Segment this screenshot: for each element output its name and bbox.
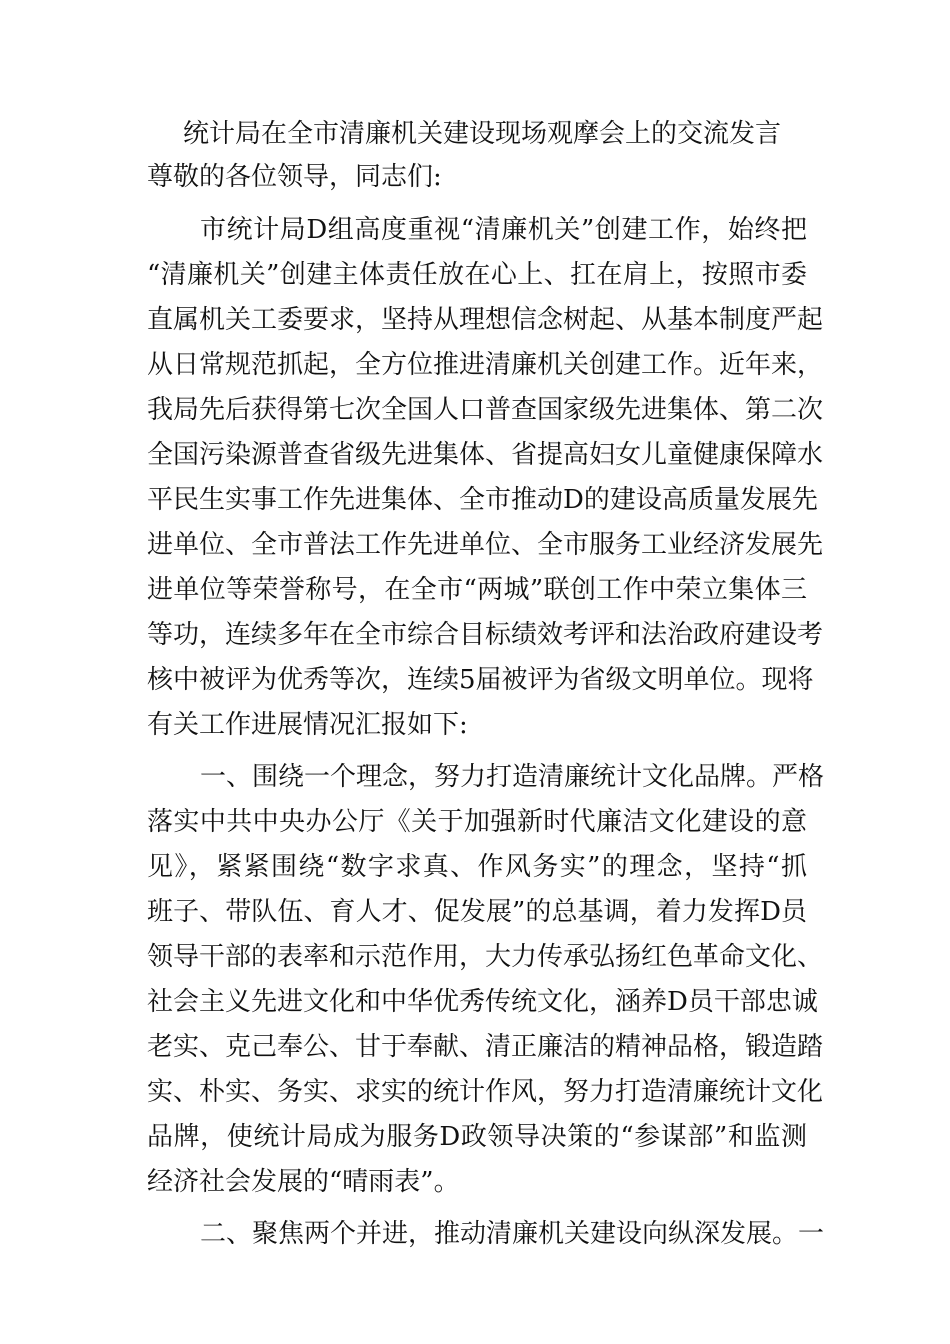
paragraph-1-line-11: 核中被评为优秀等次，连续5届被评为省级文明单位。现将: [147, 665, 814, 695]
paragraph-2-line-8: 实、朴实、务实、求实的统计作风，努力打造清廉统计文化: [147, 1077, 824, 1107]
salutation: 尊敬的各位领导，同志们:: [147, 162, 442, 192]
paragraph-1-line-4: 从日常规范抓起，全方位推进清廉机关创建工作。近年来，: [147, 350, 824, 380]
document-title: 统计局在全市清廉机关建设现场观摩会上的交流发言: [183, 119, 782, 149]
paragraph-1-line-6: 全国污染源普查省级先进集体、省提高妇女儿童健康保障水: [147, 440, 824, 470]
paragraph-1-line-3: 直属机关工委要求，坚持从理想信念树起、从基本制度严起: [147, 305, 824, 335]
paragraph-1-line-5: 我局先后获得第七次全国人口普查国家级先进集体、第二次: [147, 395, 824, 425]
paragraph-2-line-10: 经济社会发展的“晴雨表”。: [147, 1167, 460, 1197]
paragraph-2-line-3: 见》，紧紧围绕“数字求真、作风务实”的理念，坚持“抓: [147, 852, 807, 882]
paragraph-2-line-6: 社会主义先进文化和中华优秀传统文化，涵养D员干部忠诚: [147, 987, 818, 1017]
paragraph-2-line-9: 品牌，使统计局成为服务D政领导决策的“参谋部”和监测: [147, 1122, 807, 1152]
paragraph-1-line-10: 等功，连续多年在全市综合目标绩效考评和法治政府建设考: [147, 620, 824, 650]
paragraph-1-line-9: 进单位等荣誉称号，在全市“两城”联创工作中荣立集体三: [147, 575, 807, 605]
paragraph-2-line-5: 领导干部的表率和示范作用，大力传承弘扬红色革命文化、: [147, 942, 824, 972]
paragraph-2-line-2: 落实中共中央办公厅《关于加强新时代廉洁文化建设的意: [147, 807, 807, 837]
paragraph-1-line-2: “清廉机关”创建主体责任放在心上、扛在肩上，按照市委: [147, 260, 807, 290]
paragraph-3-line-1: 二、聚焦两个并进，推动清廉机关建设向纵深发展。一: [200, 1219, 825, 1249]
paragraph-2-line-7: 老实、克己奉公、甘于奉献、清正廉洁的精神品格，锻造踏: [147, 1032, 824, 1062]
paragraph-1-line-12: 有关工作进展情况汇报如下:: [147, 710, 468, 740]
paragraph-1-line-7: 平民生实事工作先进集体、全市推动D的建设高质量发展先: [147, 485, 818, 515]
paragraph-1-line-8: 进单位、全市普法工作先进单位、全市服务工业经济发展先: [147, 530, 824, 560]
paragraph-1-line-1: 市统计局D组高度重视“清廉机关”创建工作，始终把: [200, 215, 807, 245]
paragraph-2-line-4: 班子、带队伍、育人才、促发展”的总基调，着力发挥D员: [147, 897, 807, 927]
paragraph-2-line-1: 一、围绕一个理念，努力打造清廉统计文化品牌。严格: [200, 762, 825, 792]
